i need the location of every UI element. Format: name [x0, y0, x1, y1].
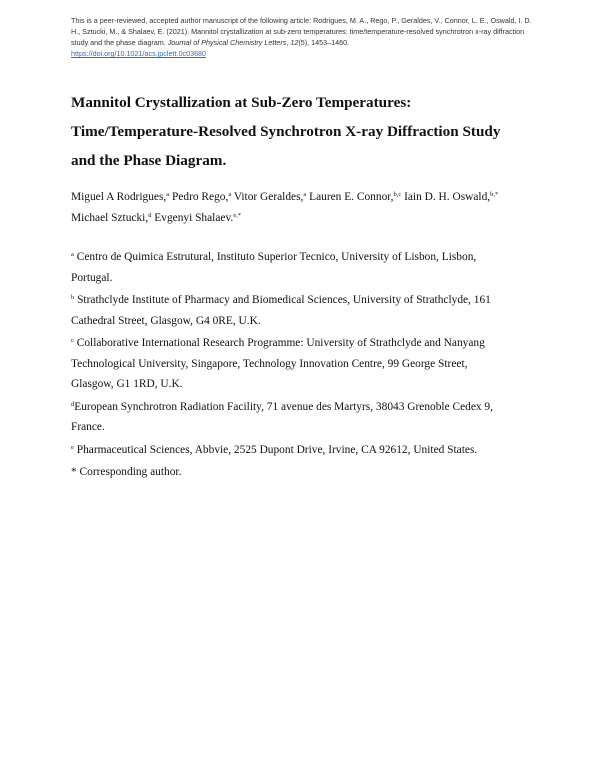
affiliation-mark: b: [71, 294, 75, 301]
issue-pages: (5), 1453–1460.: [298, 38, 350, 47]
author-name: Lauren E. Connor,: [306, 191, 394, 203]
affiliation-text: Glasgow, G1 1RD, U.K.: [71, 378, 183, 390]
doi-link[interactable]: https://doi.org/10.1021/acs.jpclett.0c03680: [71, 49, 207, 58]
volume-prefix: ,: [286, 38, 291, 47]
author-affiliation-mark: b,*: [490, 191, 499, 198]
affiliation-list: [71, 247, 493, 485]
affiliation-c: [71, 333, 493, 395]
journal-name: Journal of Physical Chemistry Letters: [167, 38, 287, 47]
title-line-2: Time/Temperature-Resolved Synchrotron X-ray Diffraction Study: [71, 123, 501, 140]
affiliation-text: Centro de Quimica Estrutural, Instituto Superior Tecnico, University of Lisbon, Lisbon,: [73, 251, 477, 263]
author-line-2: [71, 208, 541, 229]
affiliation-mark: d: [71, 400, 75, 408]
affiliation-e: [71, 440, 493, 461]
affiliation-b: [71, 290, 493, 331]
author-name: Iain D. H. Oswald,: [401, 191, 491, 203]
author-name: Miguel A Rodrigues,: [71, 191, 167, 203]
author-affiliation-mark: a: [166, 191, 170, 198]
affiliation-text: Strathclyde Institute of Pharmacy and Biomedical Sciences, University of Strathclyde, 161: [74, 294, 491, 306]
affiliation-mark: e: [71, 443, 74, 451]
affiliation-a: [71, 247, 493, 288]
affiliation-text: Cathedral Street, Glasgow, G4 0RE, U.K.: [71, 314, 261, 327]
title-line-3: and the Phase Diagram.: [71, 152, 227, 169]
affiliation-mark: a: [71, 251, 74, 258]
author-affiliation-mark: e,*: [233, 212, 242, 219]
affiliation-text: Pharmaceutical Sciences, Abbvie, 2525 Dupont Drive, Irvine, CA 92612, United States.: [73, 443, 478, 456]
affiliation-text: Collaborative International Research Programme: University of Strathclyde and Nanyang: [73, 337, 485, 349]
notice-text: This is a peer-reviewed, accepted author manuscript of the following article: Rodrigues, M. A., Rego, P., Geraldes, V., Connor, L. E., Oswald, I. D. H., Sztucki, M., & Shalaev, E. (2021). Mannitol crystallization at sub-zero temperatures: time/temperature-resolved synchrotron x-ray diffraction study and the phase diagram.: [71, 16, 532, 47]
corresponding-author-text: * Corresponding author.: [71, 466, 182, 478]
affiliation-d: [71, 397, 493, 438]
manuscript-notice: [71, 15, 541, 59]
author-affiliation-mark: a: [228, 191, 232, 198]
affiliation-text: Technological University, Singapore, Technology Innovation Centre, 99 George Street,: [71, 357, 468, 370]
author-affiliation-mark: a: [303, 191, 307, 198]
paper-title: [71, 88, 541, 175]
affiliation-text: France.: [71, 421, 105, 433]
affiliation-text: Portugal.: [71, 271, 113, 284]
title-line-1: Mannitol Crystallization at Sub-Zero Temperatures:: [71, 94, 412, 111]
author-list: [71, 187, 541, 229]
author-affiliation-mark: b,c: [393, 191, 402, 198]
author-name: Evgenyi Shalaev.: [151, 212, 234, 224]
author-name: Pedro Rego,: [169, 191, 229, 203]
affiliation-text: European Synchrotron Radiation Facility, 71 avenue des Martyrs, 38043 Grenoble Cedex 9,: [74, 400, 493, 413]
journal-volume: 12: [290, 38, 299, 47]
author-name: Michael Sztucki,: [71, 212, 149, 224]
author-affiliation-mark: d: [148, 212, 152, 219]
affiliation-mark: c: [71, 337, 74, 344]
author-name: Vitor Geraldes,: [231, 191, 304, 203]
author-line-1: [71, 187, 541, 208]
corresponding-author-note: [71, 462, 493, 483]
